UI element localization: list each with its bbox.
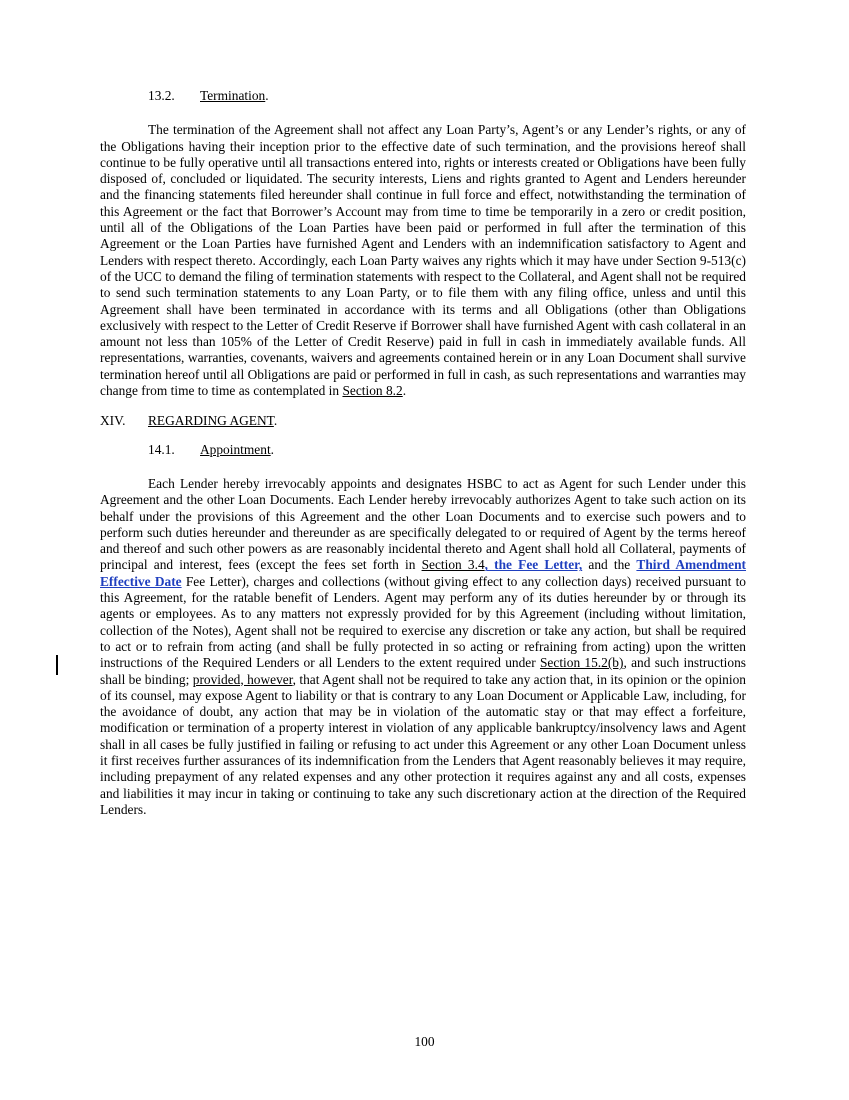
section-title: Appointment — [200, 441, 271, 457]
section-14-1-heading: 14.1. Appointment. — [148, 441, 275, 457]
revision-change-bar — [56, 655, 58, 675]
inserted-text: Third Amendment Effective Date — [100, 557, 747, 589]
inserted-text: , the Fee Letter, — [484, 557, 583, 573]
section-number: 13.2. — [148, 88, 175, 103]
article-xiv-heading: XIV. REGARDING AGENT. — [100, 413, 278, 429]
section-13-2-heading: 13.2. Termination. — [148, 88, 269, 103]
document-page — [100, 88, 746, 818]
cross-reference: Section 8.2 — [342, 383, 403, 399]
section-title: Termination — [200, 88, 266, 103]
article-number: XIV. — [100, 413, 126, 429]
proviso-term: provided, however — [192, 671, 293, 687]
section-13-2-body: The termination of the Agreement shall not affect any Loan Party’s, Agent’s or any Lender’s rights, or any of the Obligations having their inception prior to the effective date of such termination, and the provisions hereof shall continue to be fully operative until all transactions entered into, rights or interests created or Obligations have been fully disposed of, concluded or liquidated. The security interests, Liens and rights granted to Agent and Lenders hereunder and the financing statements filed hereunder shall continue in full force and effect, notwithstanding the termination of this Agreement or the fact that Borrower’s Account may from time to time be temporarily in a zero or credit position, until all of the Obligations of the Loan Parties have been paid or performed in full after the termination of this Agreement or the Loan Parties have furnished Agent and Lenders with an indemnification satisfactory to Agent and Lenders with respect thereto. Accordingly, each Loan Party waives any rights which it may have under Section 9-513(c) of the UCC to demand the filing of termination statements with respect to the Collateral, and Agent shall not be required to send such termination statements to any Loan Party, or to file them with any filing office, unless and until this Agreement shall have been terminated in accordance with its terms and all Obligations (other than Obligations exclusively with respect to the Letter of Credit Reserve if Borrower shall have furnished Agent with cash collateral in an amount not less than 105% of the Letter of Credit Reserve) paid in full in cash in immediately available funds. All representations, warranties, covenants, waivers and agreements contained herein or in any Loan Document shall survive termination hereof until all Obligations are paid or performed in full in cash, as such representations and warranties may change from time to time as contemplated in Section 8.2. — [100, 122, 746, 399]
section-number: 14.1. — [148, 441, 175, 457]
cross-reference: Section 3.4 — [421, 557, 485, 573]
cross-reference: Section 15.2(b) — [539, 655, 624, 671]
article-title: REGARDING AGENT — [148, 413, 274, 429]
page-number: 100 — [414, 1034, 435, 1049]
section-14-1-body: Each Lender hereby irrevocably appoints and designates HSBC to act as Agent for such Lender under this Agreement and the other Loan Documents. Each Lender hereby irrevocably authorizes Agent to take such action on its behalf under the provisions of this Agreement and the other Loan Documents and to exercise such powers and to perform such duties hereunder and thereunder as are specifically delegated to or required of Agent by the terms hereof and thereof and such other powers as are reasonably incidental thereto and Agent shall hold all Collateral, payments of principal and interest, fees (except the fees set forth in Section 3.4, the Fee Letter, and the Third Amendment Effective Date Fee Letter), charges and collections (without giving effect to any collection days) received pursuant to this Agreement, for the ratable benefit of Lenders. Agent may perform any of its duties hereunder by or through its agents or employees. As to any matters not expressly provided for by this Agreement (including without limitation, collection of the Notes), Agent shall not be required to exercise any discretion or take any action, but shall be required to act or to refrain from acting (and shall be fully protected in so acting or refraining from acting) upon the written instructions of the Required Lenders or all Lenders to the extent required under Section 15.2(b), and such instructions shall be binding; provided, however, that Agent shall not be required to take any action that, in its opinion or the opinion of its counsel, may expose Agent to liability or that is contrary to any Loan Document or Applicable Law, including, for the avoidance of doubt, any action that may be in violation of the automatic stay or that may effect a forfeiture, modification or termination of a property interest in violation of any applicable bankruptcy/insolvency laws and Agent shall in all cases be fully justified in failing or refusing to act under this Agreement or any other Loan Document unless it first receives further assurances of its indemnification from the Lenders that Agent reasonably believes it may require, including prepayment of any related expenses and any other protection it requires against any and all costs, expenses and liabilities it may incur in taking or continuing to take any such discretionary action at the direction of the Required Lenders. — [100, 475, 747, 817]
